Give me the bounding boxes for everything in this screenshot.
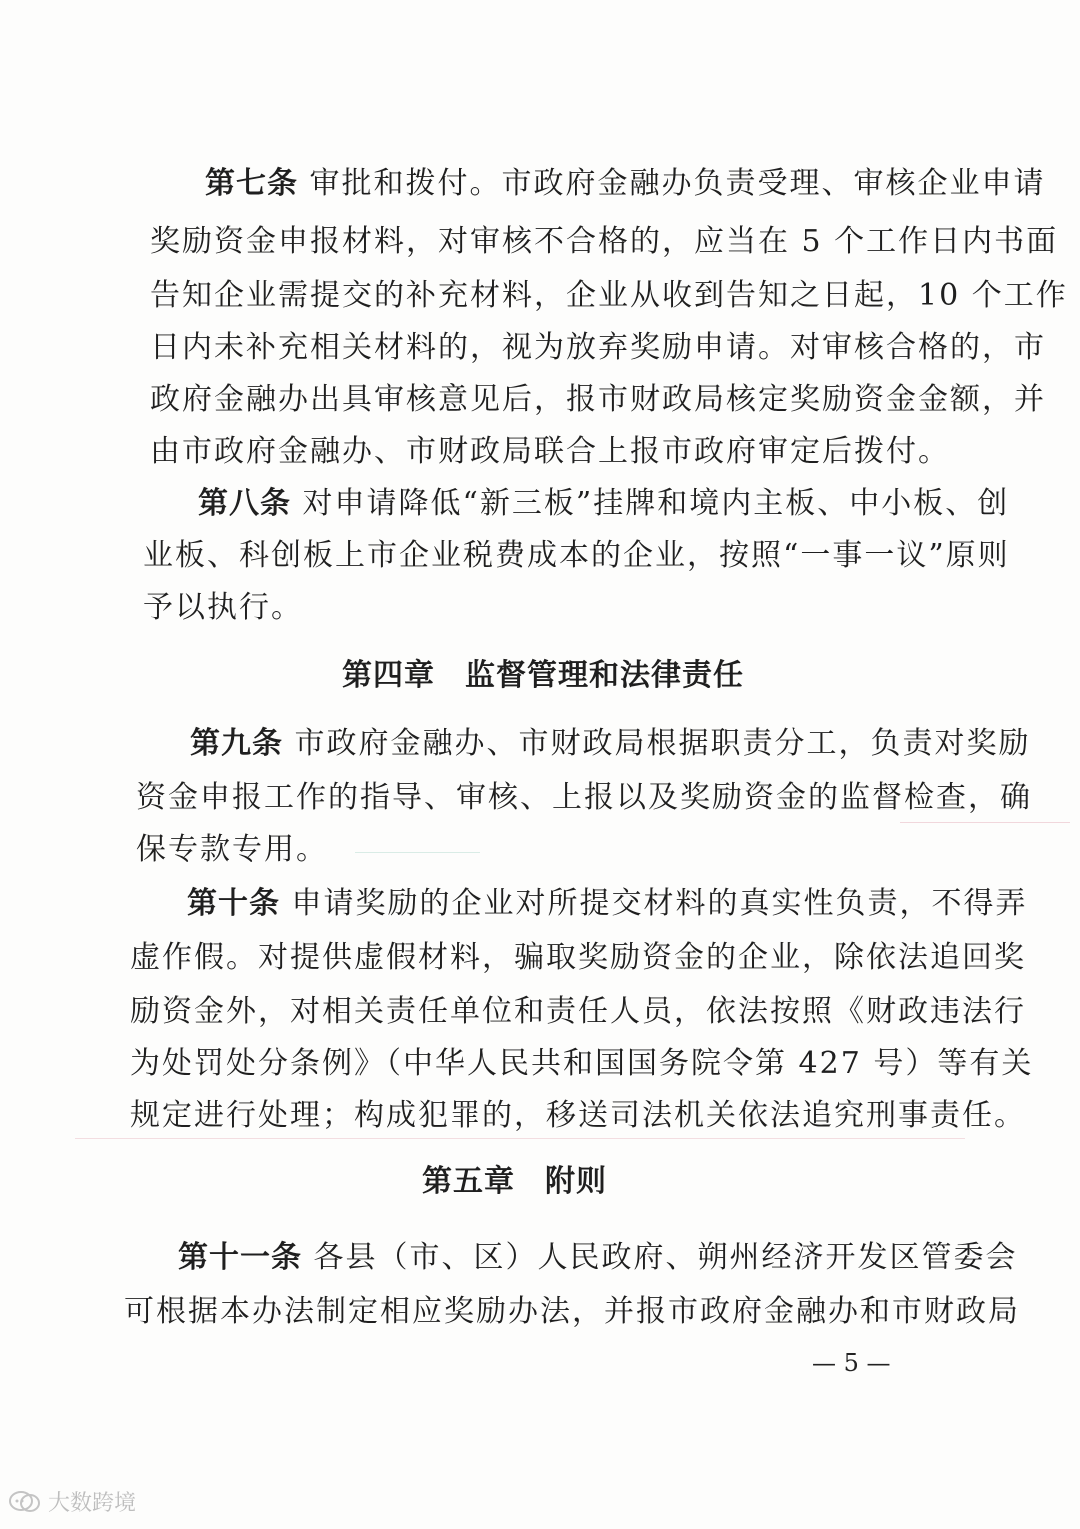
article-8-line-2: 业板、科创板上市企业税费成本的企业，按照“一事一议”原则 xyxy=(143,538,1010,573)
chat-bubble-logo-icon xyxy=(8,1489,42,1515)
article-9-heading: 第九条 xyxy=(190,726,283,761)
article-10-heading: 第十条 xyxy=(187,886,280,921)
article-9-line-3: 保专款专用。 xyxy=(136,832,328,867)
chapter-5-heading xyxy=(422,1162,607,1202)
article-7-line-1: 第七条 审批和拨付。市政府金融办负责受理、审核企业申请 xyxy=(205,166,1046,201)
article-7-line-5: 政府金融办出具审核意见后，报市财政局核定奖励资金金额，并 xyxy=(150,382,1046,417)
chapter-4-number: 第四章 xyxy=(342,658,435,693)
article-11-line-2: 可根据本办法制定相应奖励办法，并报市政府金融办和市财政局 xyxy=(124,1294,1020,1329)
watermark xyxy=(8,1486,136,1517)
watermark-text: 大数跨境 xyxy=(48,1491,137,1516)
article-11-line-1: 第十一条 各县（市、区）人民政府、朔州经济开发区管委会 xyxy=(178,1240,1018,1275)
article-10-line-3: 励资金外，对相关责任单位和责任人员，依法按照《财政违法行 xyxy=(130,994,1026,1029)
chapter-4-heading xyxy=(342,656,744,696)
article-7-heading: 第七条 xyxy=(205,166,298,201)
article-10-line-1: 第十条 申请奖励的企业对所提交材料的真实性负责，不得弄 xyxy=(187,886,1028,921)
article-7-line-4: 日内未补充相关材料的，视为放弃奖励申请。对审核合格的，市 xyxy=(150,330,1046,365)
article-10-line-2: 虚作假。对提供虚假材料，骗取奖励资金的企业，除依法追回奖 xyxy=(130,940,1026,975)
article-9-line-2: 资金申报工作的指导、审核、上报以及奖励资金的监督检查，确 xyxy=(136,780,1032,815)
page-number: — 5 — xyxy=(812,1349,891,1377)
chapter-5-title: 附则 xyxy=(545,1164,607,1199)
scan-artifact-line xyxy=(75,1138,965,1139)
article-7-line-6: 由市政府金融办、市财政局联合上报市政府审定后拨付。 xyxy=(150,434,950,469)
chapter-4-title: 监督管理和法律责任 xyxy=(465,658,744,693)
article-8-line-1: 第八条 对申请降低“新三板”挂牌和境内主板、中小板、创 xyxy=(198,486,1010,521)
article-10-line-4: 为处罚处分条例》（中华人民共和国国务院令第 427 号）等有关 xyxy=(130,1046,1034,1081)
scan-artifact-line xyxy=(355,852,480,853)
article-11-heading: 第十一条 xyxy=(178,1240,302,1275)
article-10-line-5: 规定进行处理；构成犯罪的，移送司法机关依法追究刑事责任。 xyxy=(130,1098,1026,1133)
article-7-line-3: 告知企业需提交的补充材料，企业从收到告知之日起，10 个工作 xyxy=(150,278,1068,313)
chapter-5-number: 第五章 xyxy=(422,1164,515,1199)
article-8-line-3: 予以执行。 xyxy=(143,590,303,625)
article-7-line-2: 奖励资金申报材料，对审核不合格的，应当在 5 个工作日内书面 xyxy=(150,224,1059,259)
article-8-heading: 第八条 xyxy=(198,486,291,521)
scan-artifact-line xyxy=(900,822,1070,823)
article-9-line-1: 第九条 市政府金融办、市财政局根据职责分工，负责对奖励 xyxy=(190,726,1031,761)
